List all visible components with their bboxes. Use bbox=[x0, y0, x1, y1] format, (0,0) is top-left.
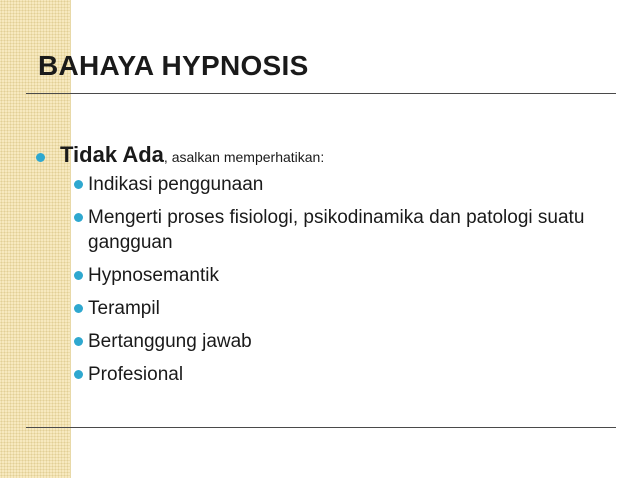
subpoint-hypnosemantik bbox=[36, 263, 606, 288]
bullet-icon bbox=[74, 271, 83, 280]
bullet-icon bbox=[74, 180, 83, 189]
title-divider bbox=[26, 93, 616, 94]
subpoint-label: Terampil bbox=[88, 298, 160, 319]
subpoint-list bbox=[36, 172, 606, 387]
subpoint-profesional bbox=[36, 362, 606, 387]
subpoint-label: Profesional bbox=[88, 364, 184, 385]
slide-body bbox=[36, 142, 606, 395]
subpoint-label: Hypnosemantik bbox=[88, 265, 219, 286]
bullet-icon bbox=[74, 304, 83, 313]
subpoint-label: Mengerti proses fisiologi, psikodinamika dan patologi suatu gangguan bbox=[88, 207, 585, 253]
subpoint-label: Bertanggung jawab bbox=[88, 331, 252, 352]
bullet-icon bbox=[74, 370, 83, 379]
subpoint-bertanggung-jawab bbox=[36, 329, 606, 354]
subpoint-label: Indikasi penggunaan bbox=[88, 174, 264, 195]
subpoint-terampil bbox=[36, 296, 606, 321]
bullet-icon bbox=[74, 213, 83, 222]
footer-divider bbox=[26, 427, 616, 428]
bullet-icon bbox=[74, 337, 83, 346]
slide-title: BAHAYA HYPNOSIS bbox=[38, 50, 309, 81]
main-point-label: Tidak Ada bbox=[60, 142, 164, 167]
subpoint-indikasi bbox=[36, 172, 606, 197]
bullet-icon bbox=[36, 153, 45, 162]
main-point bbox=[36, 142, 606, 172]
main-point-suffix: , asalkan memperhatikan: bbox=[163, 149, 325, 165]
subpoint-mengerti bbox=[36, 205, 606, 255]
